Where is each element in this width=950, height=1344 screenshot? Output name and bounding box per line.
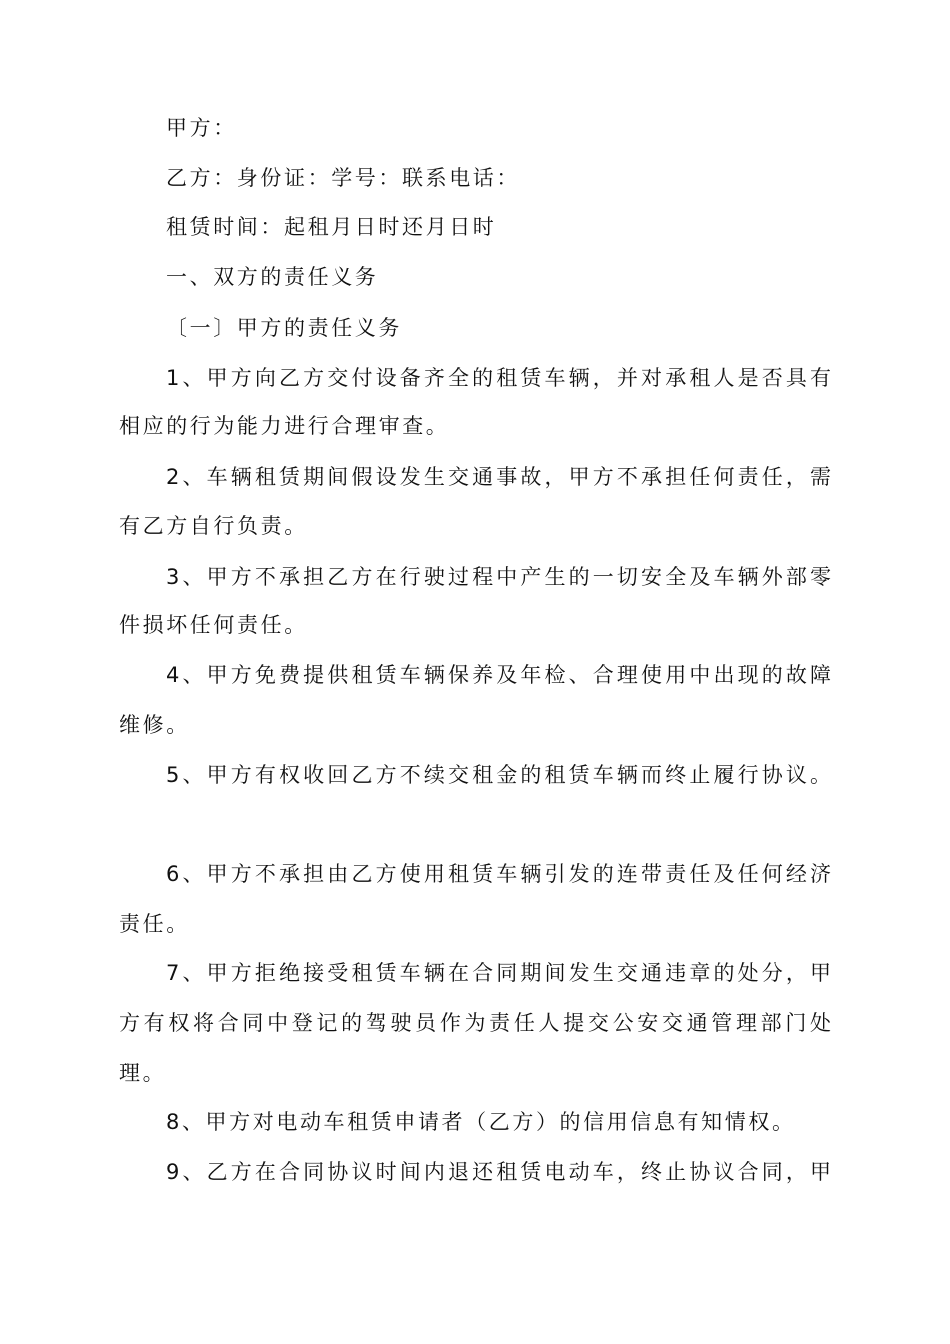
lease-time-line: 租赁时间：起租月日时还月日时 bbox=[166, 215, 497, 239]
section-title: 一、双方的责任义务 bbox=[166, 265, 379, 289]
clause-6-line-2: 责任。 bbox=[119, 912, 190, 936]
clause-6-line-1: 6、甲方不承担由乙方使用租赁车辆引发的连带责任及任何经济 bbox=[166, 862, 831, 886]
clause-3-line-2: 件损坏任何责任。 bbox=[119, 613, 308, 637]
clause-2-line-2: 有乙方自行负责。 bbox=[119, 514, 308, 538]
subsection-title: 〔一〕甲方的责任义务 bbox=[166, 316, 402, 340]
clause-1-line-2: 相应的行为能力进行合理审查。 bbox=[119, 414, 450, 438]
clause-5-line-1: 5、甲方有权收回乙方不续交租金的租赁车辆而终止履行协议。 bbox=[166, 763, 831, 787]
party-b-line: 乙方：身份证：学号：联系电话： bbox=[166, 166, 520, 190]
clause-8-line-1: 8、甲方对电动车租赁申请者（乙方）的信用信息有知情权。 bbox=[166, 1110, 796, 1134]
clause-2-line-1: 2、车辆租赁期间假设发生交通事故，甲方不承担任何责任，需 bbox=[166, 465, 831, 489]
clause-9-line-1: 9、乙方在合同协议时间内退还租赁电动车，终止协议合同，甲 bbox=[166, 1160, 831, 1184]
clause-1-line-1: 1、甲方向乙方交付设备齐全的租赁车辆，并对承租人是否具有 bbox=[166, 366, 831, 390]
clause-7-line-3: 理。 bbox=[119, 1061, 167, 1085]
clause-7-line-2: 方有权将合同中登记的驾驶员作为责任人提交公安交通管理部门处 bbox=[119, 1011, 831, 1035]
party-a-line: 甲方： bbox=[166, 116, 237, 140]
clause-3-line-1: 3、甲方不承担乙方在行驶过程中产生的一切安全及车辆外部零 bbox=[166, 565, 831, 589]
clause-4-line-1: 4、甲方免费提供租赁车辆保养及年检、合理使用中出现的故障 bbox=[166, 663, 831, 687]
clause-7-line-1: 7、甲方拒绝接受租赁车辆在合同期间发生交通违章的处分，甲 bbox=[166, 961, 831, 985]
clause-4-line-2: 维修。 bbox=[119, 713, 190, 737]
